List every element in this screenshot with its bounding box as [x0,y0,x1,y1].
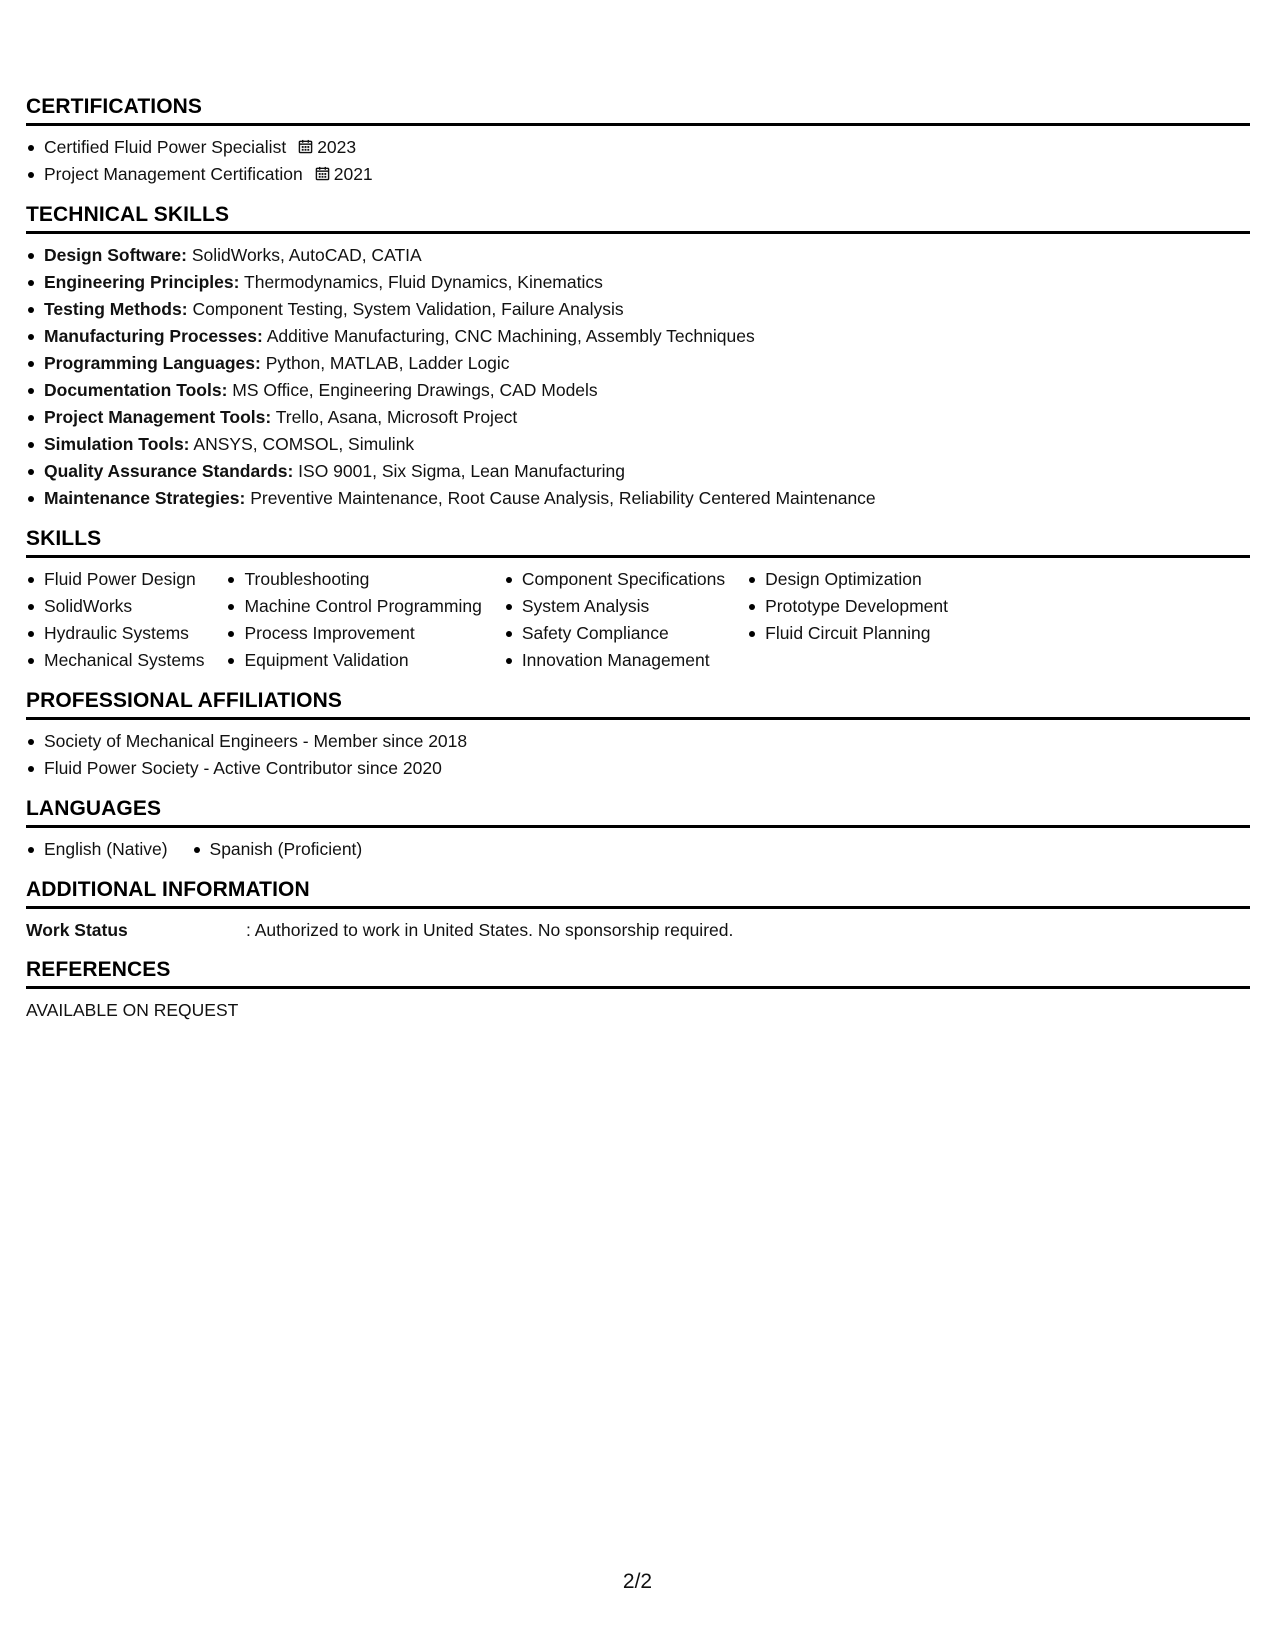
certification-name: Certified Fluid Power Specialist [44,137,287,157]
list-item [26,242,1250,269]
certifications-title: CERTIFICATIONS [26,94,1250,126]
calendar-icon [315,162,330,177]
affiliations-section [26,688,1250,782]
skill-value: Component Testing, System Validation, Failure Analysis [192,299,624,319]
list-item: English (Native) [26,836,168,863]
skill-label: Engineering Principles: [44,272,240,292]
list-item: Safety Compliance [504,620,725,647]
technical-skills-title: TECHNICAL SKILLS [26,202,1250,234]
info-label: Work Status [26,920,128,940]
skills-column [26,566,204,674]
info-row [26,917,1250,943]
skill-label: Project Management Tools: [44,407,272,427]
certification-year: 2021 [333,164,373,184]
list-item [26,323,1250,350]
affiliations-title: PROFESSIONAL AFFILIATIONS [26,688,1250,720]
list-item: Society of Mechanical Engineers - Member since 2018 [26,728,1250,755]
additional-info-title: ADDITIONAL INFORMATION [26,877,1250,909]
skills-grid [26,566,1250,674]
skill-value: Python, MATLAB, Ladder Logic [265,353,510,373]
skill-label: Simulation Tools: [44,434,190,454]
skills-column [747,566,948,674]
languages-title: LANGUAGES [26,796,1250,828]
list-item [26,161,1250,188]
references-text: AVAILABLE ON REQUEST [26,1000,239,1020]
skill-value: MS Office, Engineering Drawings, CAD Models [232,380,598,400]
skills-column [504,566,725,674]
skill-label: Testing Methods: [44,299,188,319]
list-item [26,134,1250,161]
skill-label: Maintenance Strategies: [44,488,246,508]
list-item: Component Specifications [504,566,725,593]
languages-list [26,836,1250,863]
list-item: Equipment Validation [226,647,481,674]
skill-label: Manufacturing Processes: [44,326,263,346]
list-item [26,269,1250,296]
list-item: Machine Control Programming [226,593,481,620]
list-item: Fluid Circuit Planning [747,620,948,647]
technical-skills-section [26,202,1250,512]
skill-label: Programming Languages: [44,353,261,373]
language-group [26,836,192,863]
list-item: Fluid Power Society - Active Contributor since 2020 [26,755,1250,782]
skill-value: Preventive Maintenance, Root Cause Analysis, Reliability Centered Maintenance [250,488,876,508]
list-item [26,377,1250,404]
skill-value: Thermodynamics, Fluid Dynamics, Kinematics [244,272,603,292]
list-item [26,458,1250,485]
list-item: Mechanical Systems [26,647,204,674]
affiliations-list [26,728,1250,782]
list-item [26,296,1250,323]
languages-section [26,796,1250,863]
certification-year: 2023 [317,137,357,157]
skill-value: ISO 9001, Six Sigma, Lean Manufacturing [298,461,626,481]
skill-label: Design Software: [44,245,187,265]
resume-page [26,94,1250,1037]
certifications-list [26,134,1250,188]
page-number: 2/2 [622,1570,653,1593]
skill-label: Documentation Tools: [44,380,228,400]
list-item: Process Improvement [226,620,481,647]
list-item: SolidWorks [26,593,204,620]
calendar-icon [298,135,313,150]
skill-value: Trello, Asana, Microsoft Project [275,407,518,427]
list-item: Design Optimization [747,566,948,593]
list-item [26,350,1250,377]
list-item: Spanish (Proficient) [192,836,363,863]
list-item: Fluid Power Design [26,566,204,593]
language-group [192,836,387,863]
list-item: Prototype Development [747,593,948,620]
list-item: Troubleshooting [226,566,481,593]
list-item: System Analysis [504,593,725,620]
list-item: Innovation Management [504,647,725,674]
skills-title: SKILLS [26,526,1250,558]
skills-section [26,526,1250,674]
skill-value: ANSYS, COMSOL, Simulink [193,434,415,454]
info-value: : Authorized to work in United States. No sponsorship required. [246,920,734,940]
list-item [26,431,1250,458]
list-item [26,485,1250,512]
references-section [26,957,1250,1023]
references-title: REFERENCES [26,957,1250,989]
skill-value: Additive Manufacturing, CNC Machining, Assembly Techniques [266,326,755,346]
certification-name: Project Management Certification [44,164,303,184]
skill-value: SolidWorks, AutoCAD, CATIA [191,245,422,265]
technical-skills-list [26,242,1250,512]
skills-column [226,566,481,674]
skill-label: Quality Assurance Standards: [44,461,294,481]
additional-info-section [26,877,1250,943]
certifications-section [26,94,1250,188]
list-item: Hydraulic Systems [26,620,204,647]
list-item [26,404,1250,431]
